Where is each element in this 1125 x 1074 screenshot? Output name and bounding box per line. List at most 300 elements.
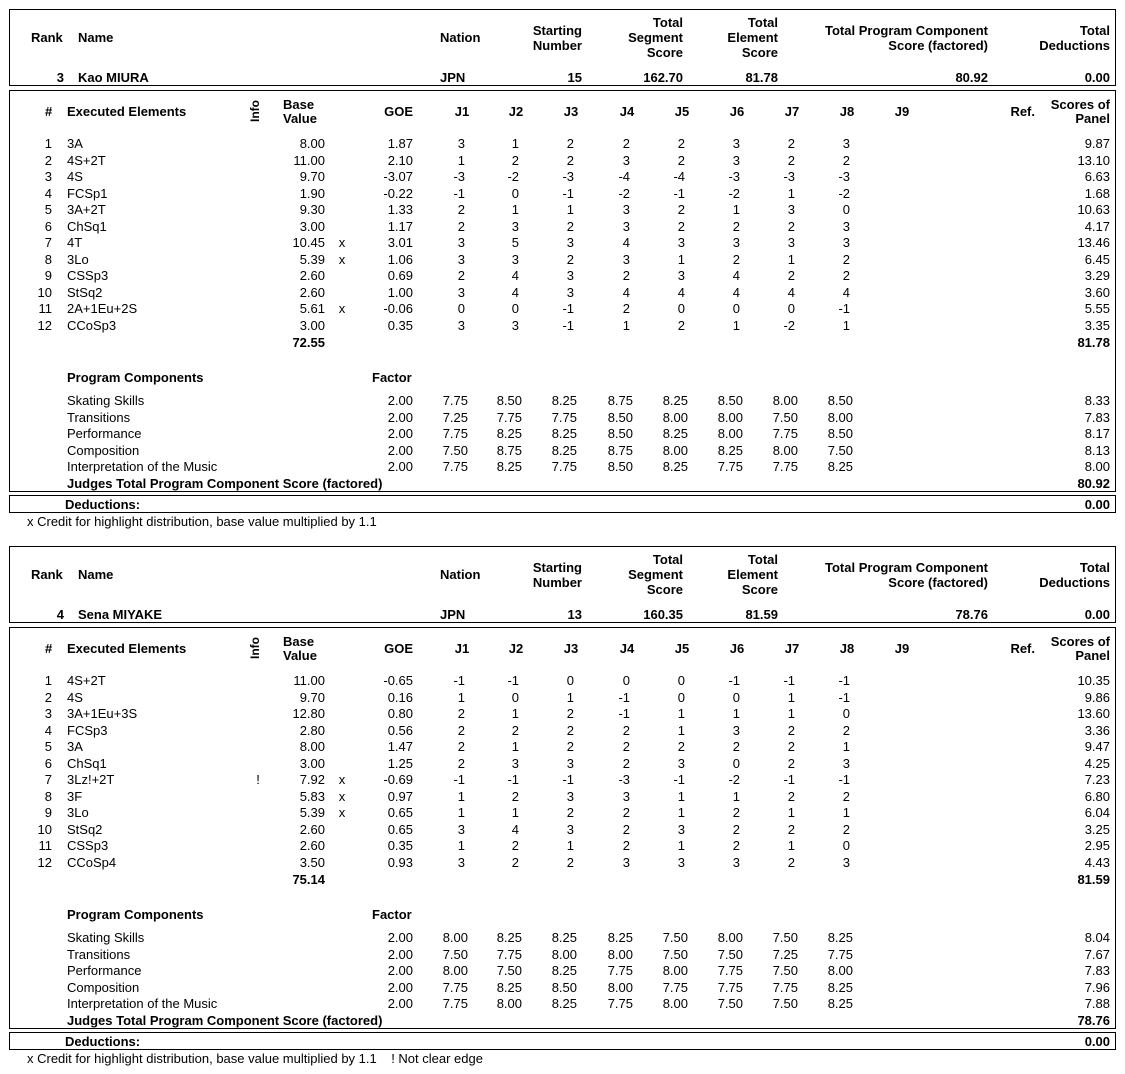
element-panel-score: 3.35	[1084, 317, 1110, 333]
component-judge-score: 8.25	[551, 426, 577, 441]
element-base-value: 8.00	[299, 739, 325, 754]
pcs-total: 78.76	[1077, 1013, 1110, 1028]
scores-of-panel-header: Panel	[1075, 648, 1110, 663]
skater-block	[0, 537, 1125, 1074]
element-judge-score: 3	[842, 755, 850, 771]
judge-header: J8	[839, 641, 855, 656]
element-judge-score: 2	[457, 722, 465, 738]
element-base-value: 2.60	[299, 268, 325, 283]
element-judge-score: 2	[787, 788, 795, 804]
element-judge-score: 3	[732, 235, 740, 250]
component-panel-score: 7.83	[1084, 409, 1110, 425]
element-judge-score: -1	[838, 689, 850, 705]
element-judge-score: 2	[622, 136, 630, 151]
component-judge-score: 8.00	[607, 946, 633, 962]
element-judge-score: 2	[566, 805, 574, 820]
component-judge-score: 8.25	[827, 930, 853, 945]
element-judge-score: 4	[511, 268, 519, 283]
element-judge-score: 3	[566, 755, 574, 771]
component-judge-score: 8.00	[827, 409, 853, 425]
skater-name: Sena MIYAKE	[78, 607, 163, 622]
component-judge-score: 8.75	[496, 442, 522, 458]
element-judge-score: -3	[728, 169, 740, 184]
component-judge-score: 8.25	[717, 442, 743, 458]
element-code: 3Lo	[67, 251, 89, 267]
element-judge-score: -1	[562, 317, 574, 333]
component-judge-score: 8.25	[551, 996, 577, 1011]
element-number: 8	[44, 251, 52, 267]
element-panel-score: 10.35	[1077, 673, 1110, 688]
element-judge-score: -2	[728, 772, 740, 787]
element-judge-score: 2	[677, 202, 685, 217]
base-value-header: Base	[283, 634, 315, 649]
element-number: 11	[38, 838, 52, 853]
element-judge-score: 1	[566, 202, 574, 217]
deductions-value: 0.00	[1084, 1034, 1110, 1049]
element-judge-score: 2	[566, 722, 574, 738]
element-judge-score: 0	[677, 301, 685, 316]
element-number: 1	[44, 136, 52, 151]
component-judge-score: 7.25	[772, 946, 798, 962]
element-judge-score: 0	[787, 301, 795, 316]
component-judge-score: 7.75	[496, 409, 522, 425]
element-base-value: 2.60	[299, 284, 325, 300]
element-judge-score: -2	[728, 185, 740, 201]
component-judge-score: 8.25	[607, 930, 633, 945]
element-judge-score: 3	[457, 317, 465, 333]
element-judge-score: 2	[622, 805, 630, 820]
tes-value: 81.78	[745, 70, 778, 85]
element-judge-score: -1	[507, 772, 519, 787]
deductions-label: Deductions:	[65, 497, 141, 512]
element-code: StSq2	[67, 284, 103, 300]
component-judge-score: 8.25	[827, 459, 853, 474]
component-judge-score: 7.50	[772, 963, 798, 978]
component-judge-score: 7.75	[442, 459, 468, 474]
judge-header: J5	[674, 104, 690, 119]
element-judge-score: -1	[453, 673, 465, 688]
component-judge-score: 8.50	[717, 393, 743, 408]
element-judge-score: 3	[622, 152, 630, 168]
element-judge-score: 1	[566, 689, 574, 705]
element-judge-score: -3	[562, 169, 574, 184]
element-judge-score: 1	[511, 706, 519, 721]
element-base-value: 9.30	[299, 202, 325, 217]
element-panel-score: 4.43	[1084, 854, 1110, 870]
tss-header: Segment	[628, 567, 683, 582]
element-panel-score: 6.04	[1084, 805, 1110, 820]
rank-header: Rank	[31, 30, 63, 45]
component-judge-score: 7.50	[442, 946, 468, 962]
element-judge-score: -1	[618, 706, 630, 721]
element-base-value: 9.70	[299, 169, 325, 184]
component-panel-score: 7.88	[1084, 996, 1110, 1011]
element-judge-score: -2	[783, 317, 795, 333]
component-judge-score: 8.00	[662, 996, 688, 1011]
element-base-value: 5.39	[299, 251, 325, 267]
tss-header: Total	[652, 552, 683, 567]
starting-number-value: 13	[567, 607, 582, 622]
component-name: Performance	[67, 963, 142, 978]
starting-number-header: Starting	[532, 560, 582, 575]
component-panel-score: 8.33	[1084, 393, 1110, 408]
element-number: 3	[44, 169, 52, 184]
element-judge-score: 1	[457, 788, 465, 804]
element-judge-score: 2	[732, 218, 740, 234]
element-judge-score: 2	[566, 251, 574, 267]
component-judge-score: 8.50	[551, 979, 577, 995]
element-judge-score: 0	[457, 301, 465, 316]
element-goe: 1.33	[387, 202, 413, 217]
base-value-total: 72.55	[292, 335, 325, 350]
element-base-value: 11.00	[293, 152, 325, 168]
element-judge-score: 5	[511, 235, 519, 250]
element-judge-score: 2	[457, 706, 465, 721]
component-factor: 2.00	[387, 426, 413, 441]
element-judge-score: 3	[457, 821, 465, 837]
element-panel-score: 13.46	[1077, 235, 1110, 250]
element-judge-score: 2	[787, 739, 795, 754]
component-judge-score: 8.00	[442, 963, 468, 978]
judge-header: J1	[454, 104, 470, 119]
element-judge-score: 2	[622, 739, 630, 754]
element-judge-score: -4	[673, 169, 685, 184]
element-judge-score: 2	[457, 202, 465, 217]
judge-header: J5	[674, 641, 690, 656]
element-number: 12	[37, 317, 52, 333]
component-panel-score: 8.04	[1084, 930, 1110, 945]
element-judge-score: 3	[732, 722, 740, 738]
element-judge-score: 2	[566, 218, 574, 234]
element-judge-score: 2	[622, 838, 630, 853]
component-judge-score: 8.25	[496, 426, 522, 441]
component-judge-score: 7.75	[662, 979, 688, 995]
element-judge-score: 2	[732, 251, 740, 267]
element-judge-score: 3	[566, 788, 574, 804]
component-name: Interpretation of the Music	[67, 996, 218, 1011]
element-judge-score: -1	[562, 185, 574, 201]
element-judge-score: 3	[622, 218, 630, 234]
element-judge-score: 2	[511, 838, 519, 853]
element-judge-score: 2	[511, 788, 519, 804]
element-base-value: 2.60	[299, 821, 325, 837]
tpcs-header: Score (factored)	[888, 38, 988, 53]
element-judge-score: 3	[732, 136, 740, 151]
judges-total-label: Judges Total Program Component Score (factored)	[67, 476, 383, 491]
element-judge-score: 3	[457, 235, 465, 250]
component-judge-score: 7.50	[772, 930, 798, 945]
element-code: CSSp3	[67, 838, 109, 853]
element-code: 2A+1Eu+2S	[67, 301, 138, 316]
component-judge-score: 8.25	[551, 442, 577, 458]
element-base-value: 12.80	[292, 706, 325, 721]
element-code: 3A+2T	[67, 202, 106, 217]
rank-header: Rank	[31, 567, 63, 582]
element-judge-score: 0	[732, 755, 740, 771]
element-judge-score: 0	[511, 689, 519, 705]
component-panel-score: 7.96	[1084, 979, 1110, 995]
element-goe: 0.35	[387, 317, 413, 333]
element-goe: 0.69	[387, 268, 413, 283]
component-judge-score: 7.50	[662, 930, 688, 945]
component-factor: 2.00	[387, 930, 413, 945]
deductions-value: 0.00	[1084, 497, 1110, 512]
element-judge-score: 2	[457, 755, 465, 771]
element-judge-score: 3	[511, 251, 519, 267]
executed-elements-header: Executed Elements	[67, 104, 187, 119]
element-judge-score: 4	[842, 284, 850, 300]
tss-header: Segment	[628, 30, 683, 45]
judge-header: J1	[454, 641, 470, 656]
element-judge-score: 2	[787, 854, 795, 870]
component-judge-score: 8.00	[662, 409, 688, 425]
component-judge-score: 8.00	[772, 442, 798, 458]
tss-header: Total	[652, 15, 683, 30]
element-panel-score: 9.47	[1084, 739, 1110, 754]
name-header: Name	[78, 567, 114, 582]
component-judge-score: 8.25	[662, 459, 688, 474]
component-factor: 2.00	[387, 946, 413, 962]
deductions-header: Total	[1079, 560, 1110, 575]
tes-header: Score	[741, 45, 778, 60]
component-judge-score: 7.50	[827, 442, 853, 458]
element-judge-score: 2	[622, 722, 630, 738]
component-factor: 2.00	[387, 963, 413, 978]
component-judge-score: 8.50	[607, 459, 633, 474]
tss-value: 160.35	[643, 607, 683, 622]
component-judge-score: 8.75	[607, 393, 633, 408]
element-judge-score: 2	[566, 136, 574, 151]
starting-number-value: 15	[567, 70, 582, 85]
element-judge-score: 1	[677, 838, 685, 853]
element-judge-score: 0	[677, 673, 685, 688]
element-number: 6	[44, 755, 52, 771]
element-base-value: 3.00	[299, 317, 325, 333]
element-panel-score: 9.86	[1084, 689, 1110, 705]
element-panel-score: 5.55	[1084, 301, 1110, 316]
element-judge-score: 3	[622, 788, 630, 804]
element-credit-marker: x	[338, 301, 346, 316]
element-judge-score: 3	[732, 854, 740, 870]
element-judge-score: 1	[787, 689, 795, 705]
element-judge-score: 0	[732, 301, 740, 316]
element-judge-score: 1	[787, 838, 795, 853]
tpcs-header: Total Program Component	[825, 23, 988, 38]
element-goe: 0.97	[387, 788, 413, 804]
element-judge-score: 1	[842, 805, 850, 820]
element-code: 3F	[67, 788, 83, 804]
element-panel-score: 6.80	[1084, 788, 1110, 804]
element-code: 3Lz!+2T	[67, 772, 115, 787]
judge-header: J2	[508, 641, 524, 656]
element-panel-score: 4.17	[1084, 218, 1110, 234]
element-number: 7	[44, 772, 52, 787]
tss-header: Score	[646, 582, 683, 597]
element-judge-score: 1	[677, 251, 685, 267]
component-judge-score: 7.75	[607, 963, 633, 978]
deductions-label: Deductions:	[65, 1034, 141, 1049]
element-judge-score: 2	[566, 706, 574, 721]
nation-value: JPN	[440, 70, 466, 85]
element-judge-score: 1	[511, 136, 519, 151]
component-judge-score: 7.75	[442, 393, 468, 408]
element-judge-score: -1	[618, 689, 630, 705]
component-judge-score: 8.25	[662, 393, 688, 408]
component-judge-score: 8.25	[551, 393, 577, 408]
element-judge-score: 2	[732, 821, 740, 837]
element-judge-score: -1	[838, 301, 850, 316]
num-header: #	[45, 641, 53, 656]
rank-value: 4	[56, 607, 64, 622]
scores-of-panel-header: Scores of	[1050, 634, 1110, 649]
deductions-header: Total	[1079, 23, 1110, 38]
name-header: Name	[78, 30, 114, 45]
element-judge-score: 0	[732, 689, 740, 705]
component-name: Composition	[67, 442, 140, 458]
component-judge-score: 7.50	[772, 996, 798, 1011]
element-judge-score: 3	[511, 218, 519, 234]
element-judge-score: 2	[677, 317, 685, 333]
element-judge-score: 2	[511, 854, 519, 870]
element-base-value: 10.45	[292, 235, 325, 250]
program-components-header: Program Components	[67, 907, 204, 922]
element-judge-score: 2	[566, 854, 574, 870]
element-judge-score: -1	[728, 673, 740, 688]
element-panel-score: 6.45	[1084, 251, 1110, 267]
element-panel-score: 3.25	[1084, 821, 1110, 837]
element-credit-marker: x	[338, 805, 346, 820]
element-judge-score: 1	[457, 838, 465, 853]
element-panel-score: 9.87	[1084, 136, 1110, 151]
component-judge-score: 8.50	[496, 393, 522, 408]
element-judge-score: 4	[732, 284, 740, 300]
element-info: !	[256, 772, 260, 787]
component-panel-score: 8.13	[1084, 442, 1110, 458]
element-judge-score: 3	[566, 268, 574, 283]
element-judge-score: 1	[732, 317, 740, 333]
element-judge-score: -1	[562, 301, 574, 316]
element-judge-score: 2	[677, 136, 685, 151]
element-judge-score: 1	[787, 251, 795, 267]
element-judge-score: -1	[673, 185, 685, 201]
element-judge-score: 0	[842, 202, 850, 217]
element-judge-score: 1	[457, 805, 465, 820]
deductions-box	[9, 495, 1116, 513]
element-judge-score: 3	[842, 218, 850, 234]
element-panel-score: 1.68	[1084, 185, 1110, 201]
tes-total: 81.59	[1077, 872, 1110, 887]
element-number: 4	[44, 185, 52, 201]
tpcs-header: Score (factored)	[888, 575, 988, 590]
element-judge-score: 4	[622, 235, 630, 250]
element-panel-score: 13.10	[1077, 152, 1110, 168]
element-judge-score: 1	[511, 805, 519, 820]
element-judge-score: 1	[787, 805, 795, 820]
tpcs-header: Total Program Component	[825, 560, 988, 575]
element-judge-score: 1	[842, 739, 850, 754]
element-judge-score: 0	[622, 673, 630, 688]
element-judge-score: -1	[507, 673, 519, 688]
element-judge-score: 3	[457, 284, 465, 300]
element-judge-score: 2	[842, 821, 850, 837]
component-judge-score: 8.50	[607, 426, 633, 441]
element-base-value: 9.70	[299, 689, 325, 705]
total-deductions-value: 0.00	[1084, 607, 1110, 622]
element-number: 6	[44, 218, 52, 234]
element-code: 3A	[67, 136, 83, 151]
element-code: 4S+2T	[67, 673, 106, 688]
element-number: 10	[37, 821, 52, 837]
element-goe: -3.07	[383, 169, 413, 184]
num-header: #	[45, 104, 53, 119]
component-judge-score: 7.75	[772, 979, 798, 995]
element-base-value: 2.60	[299, 838, 325, 853]
element-judge-score: 4	[511, 821, 519, 837]
element-judge-score: 2	[732, 805, 740, 820]
element-panel-score: 2.95	[1084, 838, 1110, 853]
component-judge-score: 8.00	[827, 963, 853, 978]
element-judge-score: 4	[511, 284, 519, 300]
component-name: Transitions	[67, 409, 131, 425]
element-goe: -0.06	[383, 301, 413, 316]
footnote: x Credit for highlight distribution, base value multiplied by 1.1	[27, 514, 377, 529]
element-base-value: 3.00	[299, 218, 325, 234]
element-judge-score: -1	[838, 772, 850, 787]
element-goe: 1.06	[387, 251, 413, 267]
element-judge-score: 1	[677, 788, 685, 804]
element-judge-score: 2	[457, 739, 465, 754]
element-judge-score: 2	[787, 268, 795, 283]
element-judge-score: 3	[511, 317, 519, 333]
element-base-value: 5.39	[299, 805, 325, 820]
element-judge-score: 0	[842, 838, 850, 853]
tes-header: Score	[741, 582, 778, 597]
element-credit-marker: x	[338, 788, 346, 804]
element-judge-score: 3	[511, 755, 519, 771]
element-goe: 1.25	[387, 755, 413, 771]
element-goe: 0.93	[387, 854, 413, 870]
element-goe: 1.00	[387, 284, 413, 300]
element-number: 1	[44, 673, 52, 688]
component-name: Composition	[67, 979, 140, 995]
element-judge-score: 3	[842, 136, 850, 151]
component-panel-score: 7.83	[1084, 963, 1110, 978]
component-name: Performance	[67, 426, 142, 441]
element-judge-score: 3	[842, 854, 850, 870]
element-judge-score: 2	[732, 838, 740, 853]
tss-header: Score	[646, 45, 683, 60]
component-judge-score: 7.75	[551, 409, 577, 425]
component-judge-score: 8.50	[827, 393, 853, 408]
element-judge-score: 2	[622, 821, 630, 837]
element-judge-score: -2	[838, 185, 850, 201]
component-judge-score: 8.00	[496, 996, 522, 1011]
deductions-header: Deductions	[1039, 575, 1110, 590]
component-judge-score: 8.50	[827, 426, 853, 441]
component-judge-score: 8.25	[662, 426, 688, 441]
element-judge-score: 3	[622, 251, 630, 267]
element-code: 3A+1Eu+3S	[67, 706, 138, 721]
element-panel-score: 4.25	[1084, 755, 1110, 771]
element-goe: 2.10	[387, 152, 413, 168]
judge-header: J6	[729, 641, 745, 656]
element-judge-score: 1	[677, 706, 685, 721]
element-number: 4	[44, 722, 52, 738]
element-judge-score: 1	[787, 185, 795, 201]
tes-value: 81.59	[745, 607, 778, 622]
component-judge-score: 7.75	[551, 459, 577, 474]
component-judge-score: 8.00	[662, 442, 688, 458]
